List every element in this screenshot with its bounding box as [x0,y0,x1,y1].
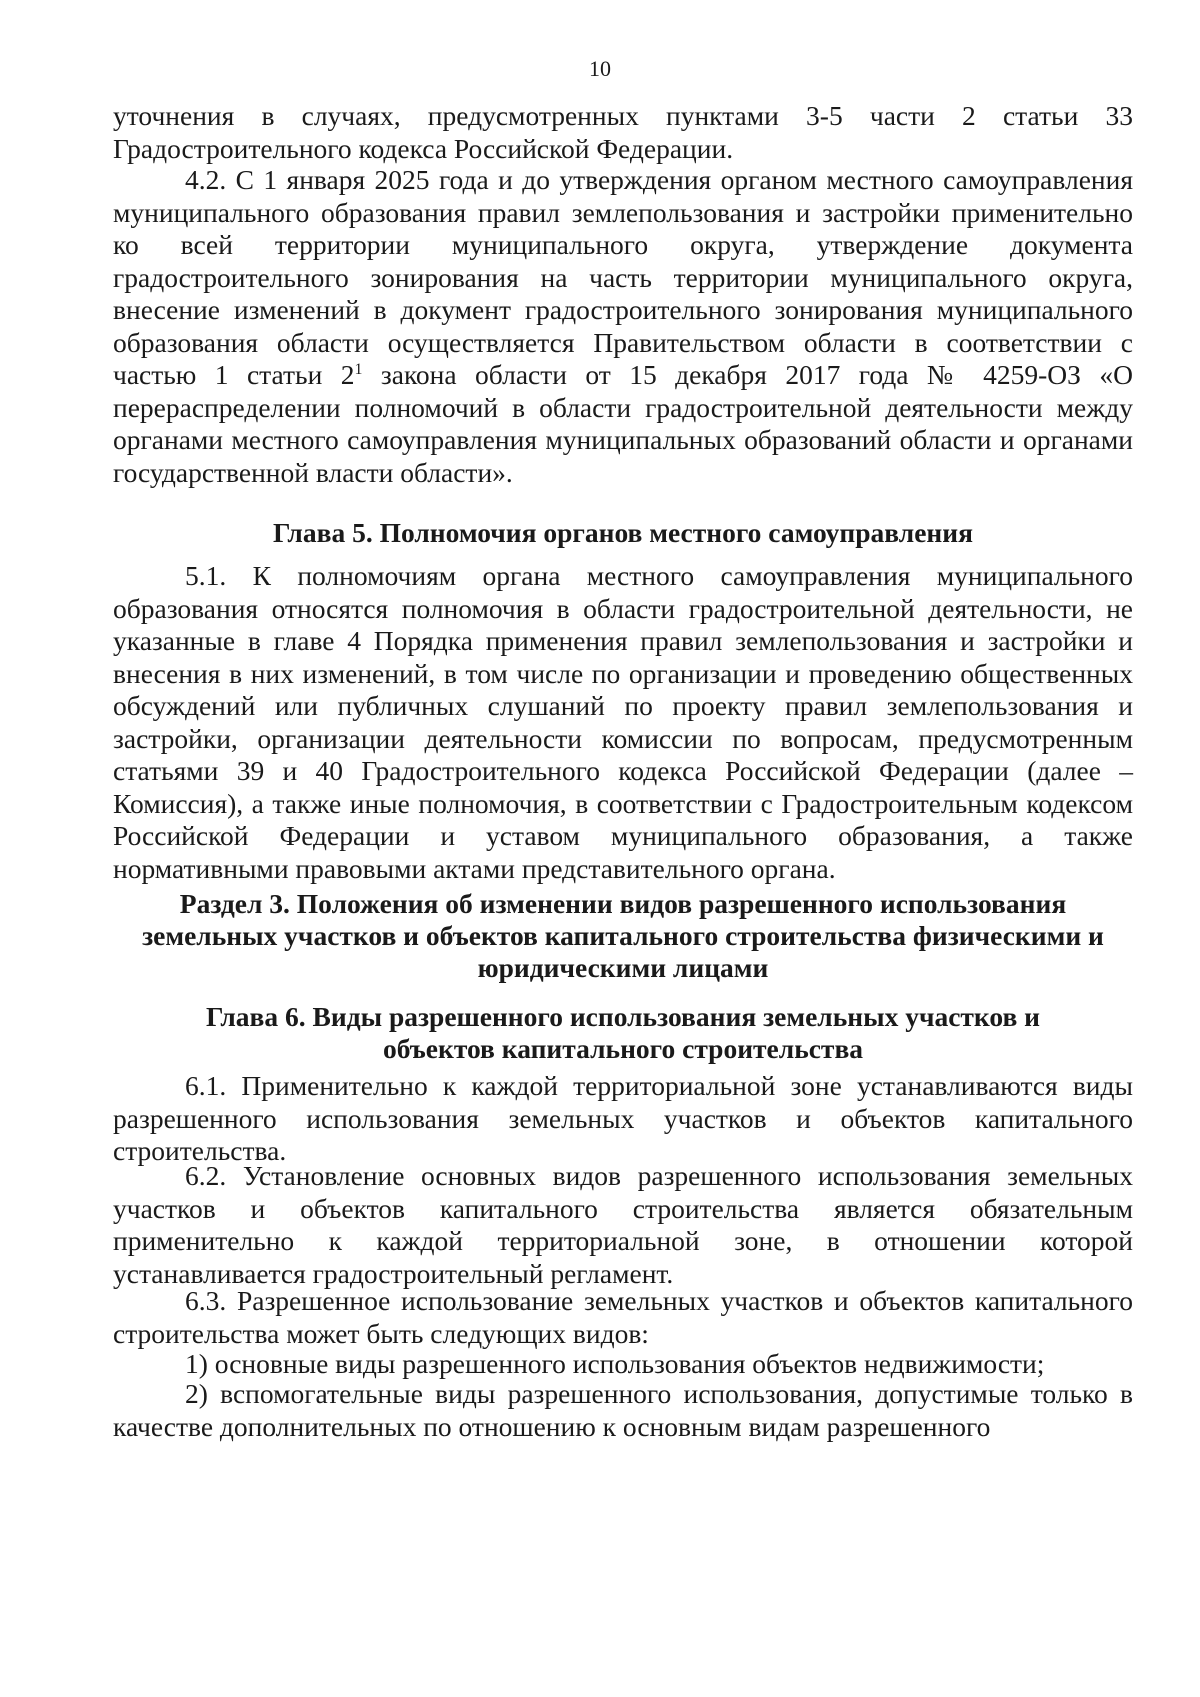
paragraph-4-2-part-a: 4.2. С 1 января 2025 года и до утверждения органом местного самоуправления муниципального образования правил землепользования и застройки применительно ко всей территории муниципального округа, утверждение документа градостроительного зонирования на часть территории муниципального округа, внесение изменений в документ градостроительного зонирования муниципального образования области осуществляется Правительством области в соответствии с частью 1 статьи 2 [113,164,1133,390]
page-number: 10 [589,56,611,81]
paragraph-text: 6.3. Разрешенное использование земельных участков и объектов капитального строительства может быть следующих видов: [113,1285,1133,1349]
list-item-text: 1) основные виды разрешенного использования объектов недвижимости; [185,1348,1045,1379]
paragraph-5-1 [113,560,1133,885]
paragraph-6-3 [113,1285,1133,1350]
paragraph-text: 6.1. Применительно к каждой территориальной зоне устанавливаются виды разрешенного использования земельных участков и объектов капитального строительства. [113,1070,1133,1166]
paragraph-4-2 [113,164,1133,489]
chapter-6-heading: Глава 6. Виды разрешенного использования земельных участков и объектов капитального строительства [205,1001,1041,1064]
paragraph-4-2-part-b: закона области от 15 декабря 2017 года № 4259-ОЗ «О перераспределении полномочий в области градостроительной деятельности между органами местного самоуправления муниципальных образований области и органами государственной власти области». [113,359,1133,488]
section-3-heading: Раздел 3. Положения об изменении видов разрешенного использования земельных участков и объектов капитального строительства физическими и юридическими лицами [142,888,1104,983]
list-item-2 [113,1378,1133,1443]
superscript: 1 [354,360,363,378]
paragraph-6-2 [113,1160,1133,1290]
paragraph-text: 6.2. Установление основных видов разрешенного использования земельных участков и объектов капитального строительства является обязательным применительно к каждой территориальной зоне, в отношении которой устанавливается градостроительный регламент. [113,1160,1133,1289]
paragraph-text: уточнения в случаях, предусмотренных пунктами 3-5 части 2 статьи 33 Градостроительного кодекса Российской Федерации. [113,100,1133,164]
list-item-1 [113,1348,1133,1381]
paragraph-text [113,164,1133,489]
chapter-5-heading: Глава 5. Полномочия органов местного самоуправления [273,517,973,548]
paragraph-continuation [113,100,1133,165]
paragraph-6-1 [113,1070,1133,1168]
paragraph-text: 5.1. К полномочиям органа местного самоуправления муниципального образования относятся полномочия в области градостроительной деятельности, не указанные в главе 4 Порядка применения правил землепользования и застройки и внесения в них изменений, в том числе по организации и проведению общественных обсуждений или публичных слушаний по проекту правил землепользования и застройки, организации деятельности комиссии по вопросам, предусмотренным статьями 39 и 40 Градостроительного кодекса Российской Федерации (далее – Комиссия), а также иные полномочия, в соответствии с Градостроительным кодексом Российской Федерации и уставом муниципального образования, а также нормативными правовыми актами представительного органа. [113,560,1133,884]
list-item-text: 2) вспомогательные виды разрешенного использования, допустимые только в качестве дополнительных по отношению к основным видам разрешенного [113,1378,1133,1442]
